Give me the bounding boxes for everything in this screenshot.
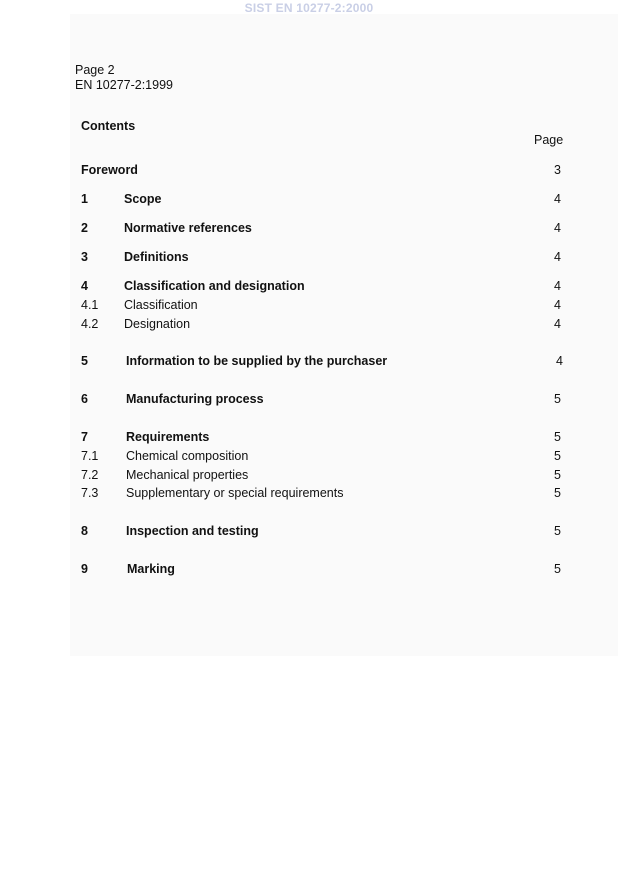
toc-page-number: 5 [554, 430, 561, 444]
toc-section-number: 8 [81, 524, 88, 538]
page-number-label: Page 2 [75, 63, 115, 77]
toc-page-number: 4 [554, 298, 561, 312]
toc-page-number: 5 [554, 524, 561, 538]
toc-row [81, 192, 563, 210]
toc-section-number: 1 [81, 192, 88, 206]
toc-row [81, 524, 563, 542]
toc-page-number: 5 [554, 392, 561, 406]
toc-section-title: Mechanical properties [126, 468, 249, 482]
toc-section-title: Marking [127, 562, 175, 576]
toc-section-title: Definitions [124, 250, 189, 264]
toc-row [81, 250, 563, 268]
toc-row [81, 354, 563, 372]
toc-row [81, 317, 563, 335]
toc-page-number: 5 [554, 562, 561, 576]
toc-section-number: 4.2 [81, 317, 99, 331]
toc-section-title: Inspection and testing [126, 524, 259, 538]
page-header [75, 63, 173, 93]
toc-page-number: 5 [554, 449, 561, 463]
document-id: EN 10277-2:1999 [75, 78, 173, 92]
toc-page-number: 4 [556, 354, 563, 368]
toc-row [81, 562, 563, 580]
toc-section-title: Chemical composition [126, 449, 249, 463]
contents-heading: Contents [81, 119, 136, 133]
toc-section-number: 7.1 [81, 449, 99, 463]
toc-section-number: 5 [81, 354, 88, 368]
toc-page-number: 4 [554, 279, 561, 293]
page-column-label: Page [534, 133, 564, 147]
toc-row [81, 468, 563, 486]
toc-section-title: Scope [124, 192, 162, 206]
toc-page-number: 4 [554, 317, 561, 331]
toc-page-number: 5 [554, 486, 561, 500]
toc-section-title: Classification [124, 298, 198, 312]
toc-section-number: 9 [81, 562, 88, 576]
toc-row [81, 298, 563, 316]
toc-row [81, 430, 563, 448]
toc-row [81, 486, 563, 504]
toc-page-number: 3 [554, 163, 561, 177]
toc-page-number: 4 [554, 192, 561, 206]
toc-section-number: 3 [81, 250, 88, 264]
toc-row [81, 392, 563, 410]
toc-page-number: 4 [554, 221, 561, 235]
toc-section-number: 6 [81, 392, 88, 406]
toc-row [81, 279, 563, 297]
toc-section-number: 4.1 [81, 298, 99, 312]
document-page [70, 14, 618, 656]
toc-section-title: Information to be supplied by the purchaser [126, 354, 388, 368]
toc-section-title: Classification and designation [124, 279, 305, 293]
watermark-text: SIST EN 10277-2:2000 [244, 1, 374, 15]
toc-section-title: Normative references [124, 221, 252, 235]
toc-section-number: 7.2 [81, 468, 99, 482]
toc-section-title: Designation [124, 317, 191, 331]
toc-page-number: 4 [554, 250, 561, 264]
toc-section-title: Foreword [81, 163, 138, 177]
toc-section-number: 4 [81, 279, 88, 293]
toc-section-title: Requirements [126, 430, 210, 444]
toc-section-title: Manufacturing process [126, 392, 264, 406]
toc-row [81, 449, 563, 467]
toc-row [81, 221, 563, 239]
toc-page-number: 5 [554, 468, 561, 482]
toc-section-number: 7.3 [81, 486, 99, 500]
toc-row [81, 163, 563, 181]
toc-section-number: 7 [81, 430, 88, 444]
toc-section-title: Supplementary or special requirements [126, 486, 344, 500]
toc-section-number: 2 [81, 221, 88, 235]
